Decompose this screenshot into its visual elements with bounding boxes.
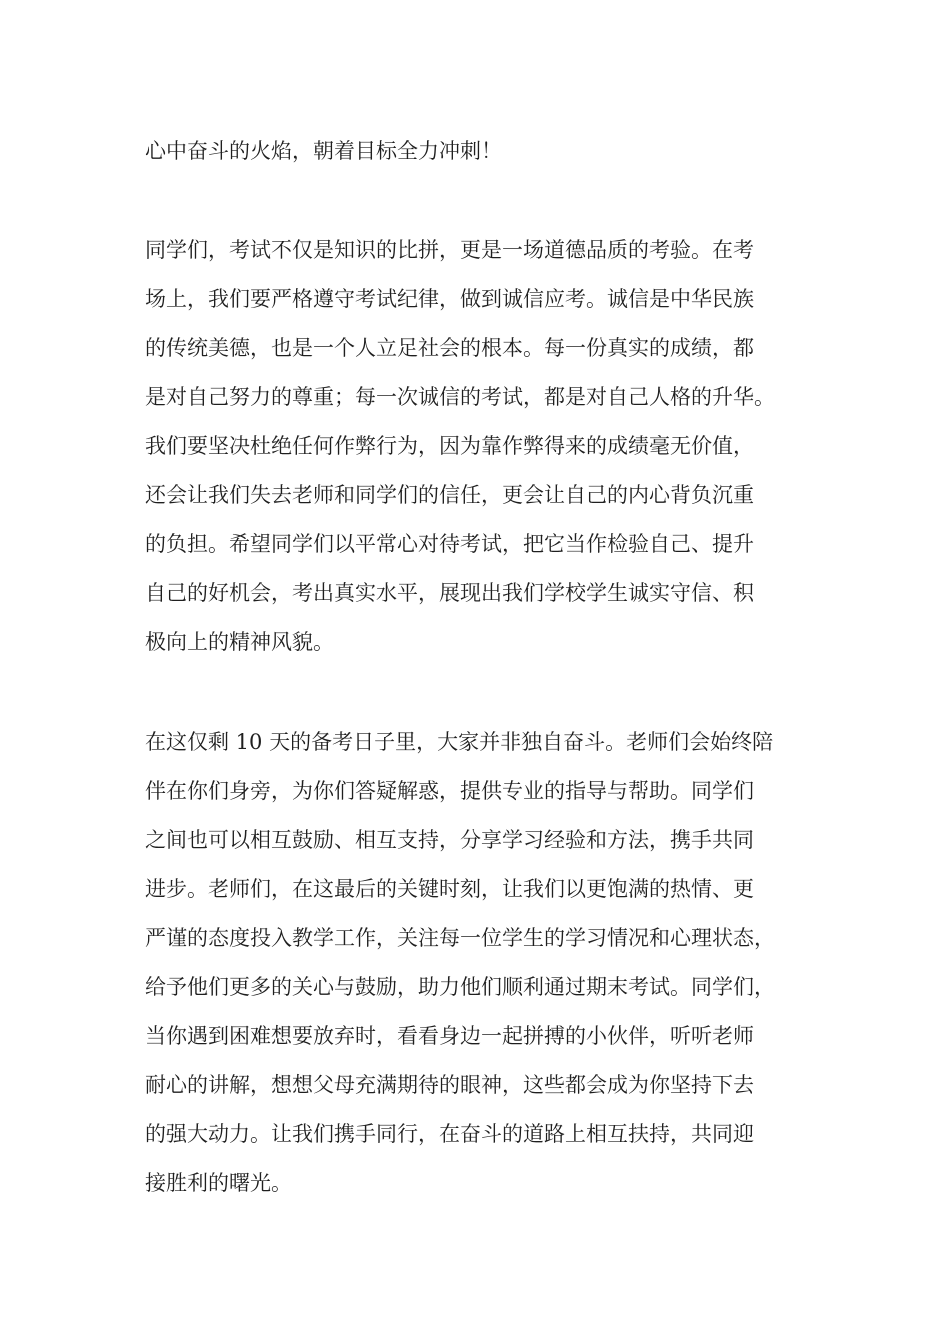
text-line: 之间也可以相互鼓励、相互支持，分享学习经验和方法，携手共同: [145, 828, 754, 852]
paragraph-closing-line: [145, 127, 825, 176]
text-line: 场上，我们要严格遵守考试纪律，做到诚信应考。诚信是中华民族: [145, 287, 754, 311]
text-line: 的传统美德，也是一个人立足社会的根本。每一份真实的成绩，都: [145, 336, 754, 360]
text-line: 我们要坚决杜绝任何作弊行为，因为靠作弊得来的成绩毫无价值，: [145, 434, 754, 458]
text-line: 自己的好机会，考出真实水平，展现出我们学校学生诚实守信、积: [145, 581, 754, 605]
paragraph-support: [145, 718, 825, 1208]
text-line: 当你遇到困难想要放弃时，看看身边一起拼搏的小伙伴，听听老师: [145, 1024, 754, 1048]
text-line: 耐心的讲解，想想父母充满期待的眼神，这些都会成为你坚持下去: [145, 1073, 754, 1097]
text-line: 进步。老师们，在这最后的关键时刻，让我们以更饱满的热情、更: [145, 877, 754, 901]
text-line: 是对自己努力的尊重；每一次诚信的考试，都是对自己人格的升华。: [145, 385, 775, 409]
text-line: 在这仅剩 10 天的备考日子里，大家并非独自奋斗。老师们会始终陪: [145, 730, 774, 754]
text-line: 伴在你们身旁，为你们答疑解惑，提供专业的指导与帮助。同学们: [145, 779, 754, 803]
text-line: 的负担。希望同学们以平常心对待考试，把它当作检验自己、提升: [145, 532, 754, 556]
text-line: 的强大动力。让我们携手同行，在奋斗的道路上相互扶持，共同迎: [145, 1122, 754, 1146]
paragraph-integrity: [145, 226, 825, 667]
text-line: 心中奋斗的火焰，朝着目标全力冲刺！: [145, 139, 502, 163]
text-line: 接胜利的曙光。: [145, 1171, 292, 1195]
text-line: 还会让我们失去老师和同学们的信任，更会让自己的内心背负沉重: [145, 483, 754, 507]
text-line: 严谨的态度投入教学工作，关注每一位学生的学习情况和心理状态，: [145, 926, 775, 950]
text-line: 给予他们更多的关心与鼓励，助力他们顺利通过期末考试。同学们，: [145, 975, 775, 999]
text-line: 极向上的精神风貌。: [145, 630, 334, 654]
text-line: 同学们，考试不仅是知识的比拼，更是一场道德品质的考验。在考: [145, 238, 754, 262]
